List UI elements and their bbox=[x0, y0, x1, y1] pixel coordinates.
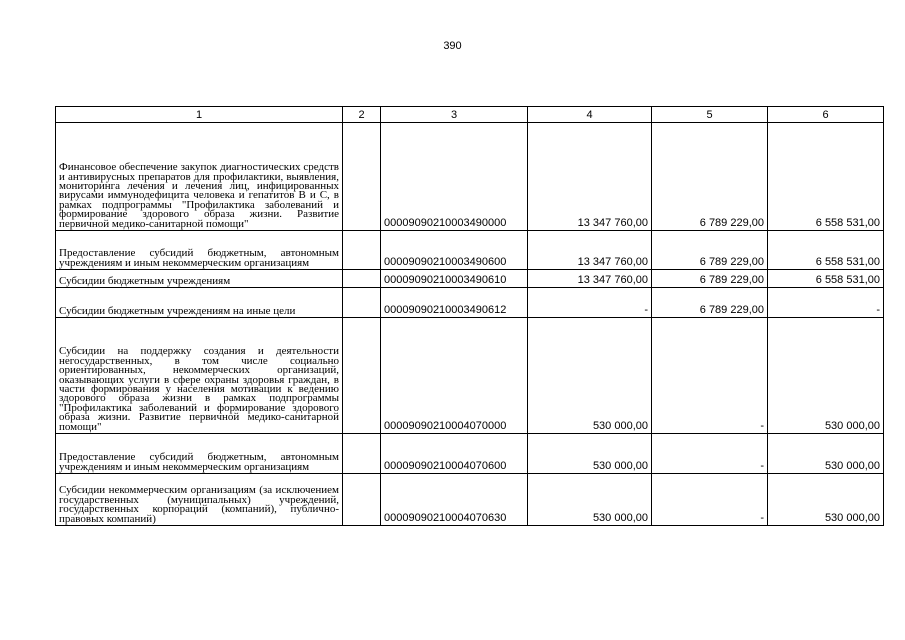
page-number: 390 bbox=[443, 40, 462, 52]
budget-table bbox=[55, 106, 884, 526]
column-header: 1 bbox=[56, 107, 343, 123]
row-col2 bbox=[343, 434, 381, 474]
column-header: 3 bbox=[381, 107, 528, 123]
table-header-row bbox=[56, 107, 884, 123]
row-col2 bbox=[343, 474, 381, 526]
row-col2 bbox=[343, 288, 381, 318]
row-description: Предоставление субсидий бюджетным, автономным учреждениям и иным некоммерческим организациям bbox=[56, 231, 343, 270]
row-value-6: 530 000,00 bbox=[768, 318, 884, 434]
row-value-5: - bbox=[652, 318, 768, 434]
row-col2 bbox=[343, 123, 381, 231]
row-description: Финансовое обеспечение закупок диагностических средств и антивирусных препаратов для профилактики, выявления, мониторинга лечения и лечения лиц, инфицированных вирусами иммунодефицита человека и гепатитов В и С, в рамках подпрограммы "Профилактика заболеваний и формирование здорового образа жизни. Развитие первичной медико-санитарной помощи" bbox=[56, 123, 343, 231]
row-code: 00009090210003490600 bbox=[381, 231, 528, 270]
row-value-6: 530 000,00 bbox=[768, 474, 884, 526]
row-value-6: - bbox=[768, 288, 884, 318]
row-value-4: 530 000,00 bbox=[528, 434, 652, 474]
row-value-6: 6 558 531,00 bbox=[768, 270, 884, 288]
row-value-5: 6 789 229,00 bbox=[652, 123, 768, 231]
row-value-5: - bbox=[652, 474, 768, 526]
table-row bbox=[56, 123, 884, 231]
row-code: 00009090210004070600 bbox=[381, 434, 528, 474]
row-code: 00009090210003490610 bbox=[381, 270, 528, 288]
column-header: 2 bbox=[343, 107, 381, 123]
row-col2 bbox=[343, 318, 381, 434]
table-row bbox=[56, 270, 884, 288]
table-row bbox=[56, 288, 884, 318]
row-code: 00009090210003490000 bbox=[381, 123, 528, 231]
row-description: Предоставление субсидий бюджетным, автономным учреждениям и иным некоммерческим организациям bbox=[56, 434, 343, 474]
row-value-4: 13 347 760,00 bbox=[528, 270, 652, 288]
row-value-5: 6 789 229,00 bbox=[652, 288, 768, 318]
row-value-5: 6 789 229,00 bbox=[652, 231, 768, 270]
row-code: 00009090210004070000 bbox=[381, 318, 528, 434]
table-row bbox=[56, 474, 884, 526]
row-value-6: 530 000,00 bbox=[768, 434, 884, 474]
row-description: Субсидии на поддержку создания и деятельности негосударственных, в том числе социально ориентированных, некоммерческих организаций, оказывающих услуги в сфере охраны здоровья граждан, в части формирования у населения мотивации к ведению здорового образа жизни в рамках подпрограммы "Профилактика заболеваний и формирование здорового образа жизни. Развитие первичной медико-санитарной помощи" bbox=[56, 318, 343, 434]
row-value-4: 13 347 760,00 bbox=[528, 123, 652, 231]
row-value-5: 6 789 229,00 bbox=[652, 270, 768, 288]
row-value-4: - bbox=[528, 288, 652, 318]
row-value-4: 530 000,00 bbox=[528, 474, 652, 526]
row-value-6: 6 558 531,00 bbox=[768, 231, 884, 270]
row-description: Субсидии бюджетным учреждениям bbox=[56, 270, 343, 288]
column-header: 5 bbox=[652, 107, 768, 123]
row-col2 bbox=[343, 270, 381, 288]
row-code: 00009090210004070630 bbox=[381, 474, 528, 526]
row-col2 bbox=[343, 231, 381, 270]
column-header: 6 bbox=[768, 107, 884, 123]
row-description: Субсидии некоммерческим организациям (за исключением государственных (муниципальных) учреждений, государственных корпораций (компаний), публично-правовых компаний) bbox=[56, 474, 343, 526]
table-row bbox=[56, 231, 884, 270]
column-header: 4 bbox=[528, 107, 652, 123]
row-value-5: - bbox=[652, 434, 768, 474]
row-code: 00009090210003490612 bbox=[381, 288, 528, 318]
table-row bbox=[56, 434, 884, 474]
table-row bbox=[56, 318, 884, 434]
row-value-4: 530 000,00 bbox=[528, 318, 652, 434]
row-value-4: 13 347 760,00 bbox=[528, 231, 652, 270]
row-description: Субсидии бюджетным учреждениям на иные цели bbox=[56, 288, 343, 318]
row-value-6: 6 558 531,00 bbox=[768, 123, 884, 231]
